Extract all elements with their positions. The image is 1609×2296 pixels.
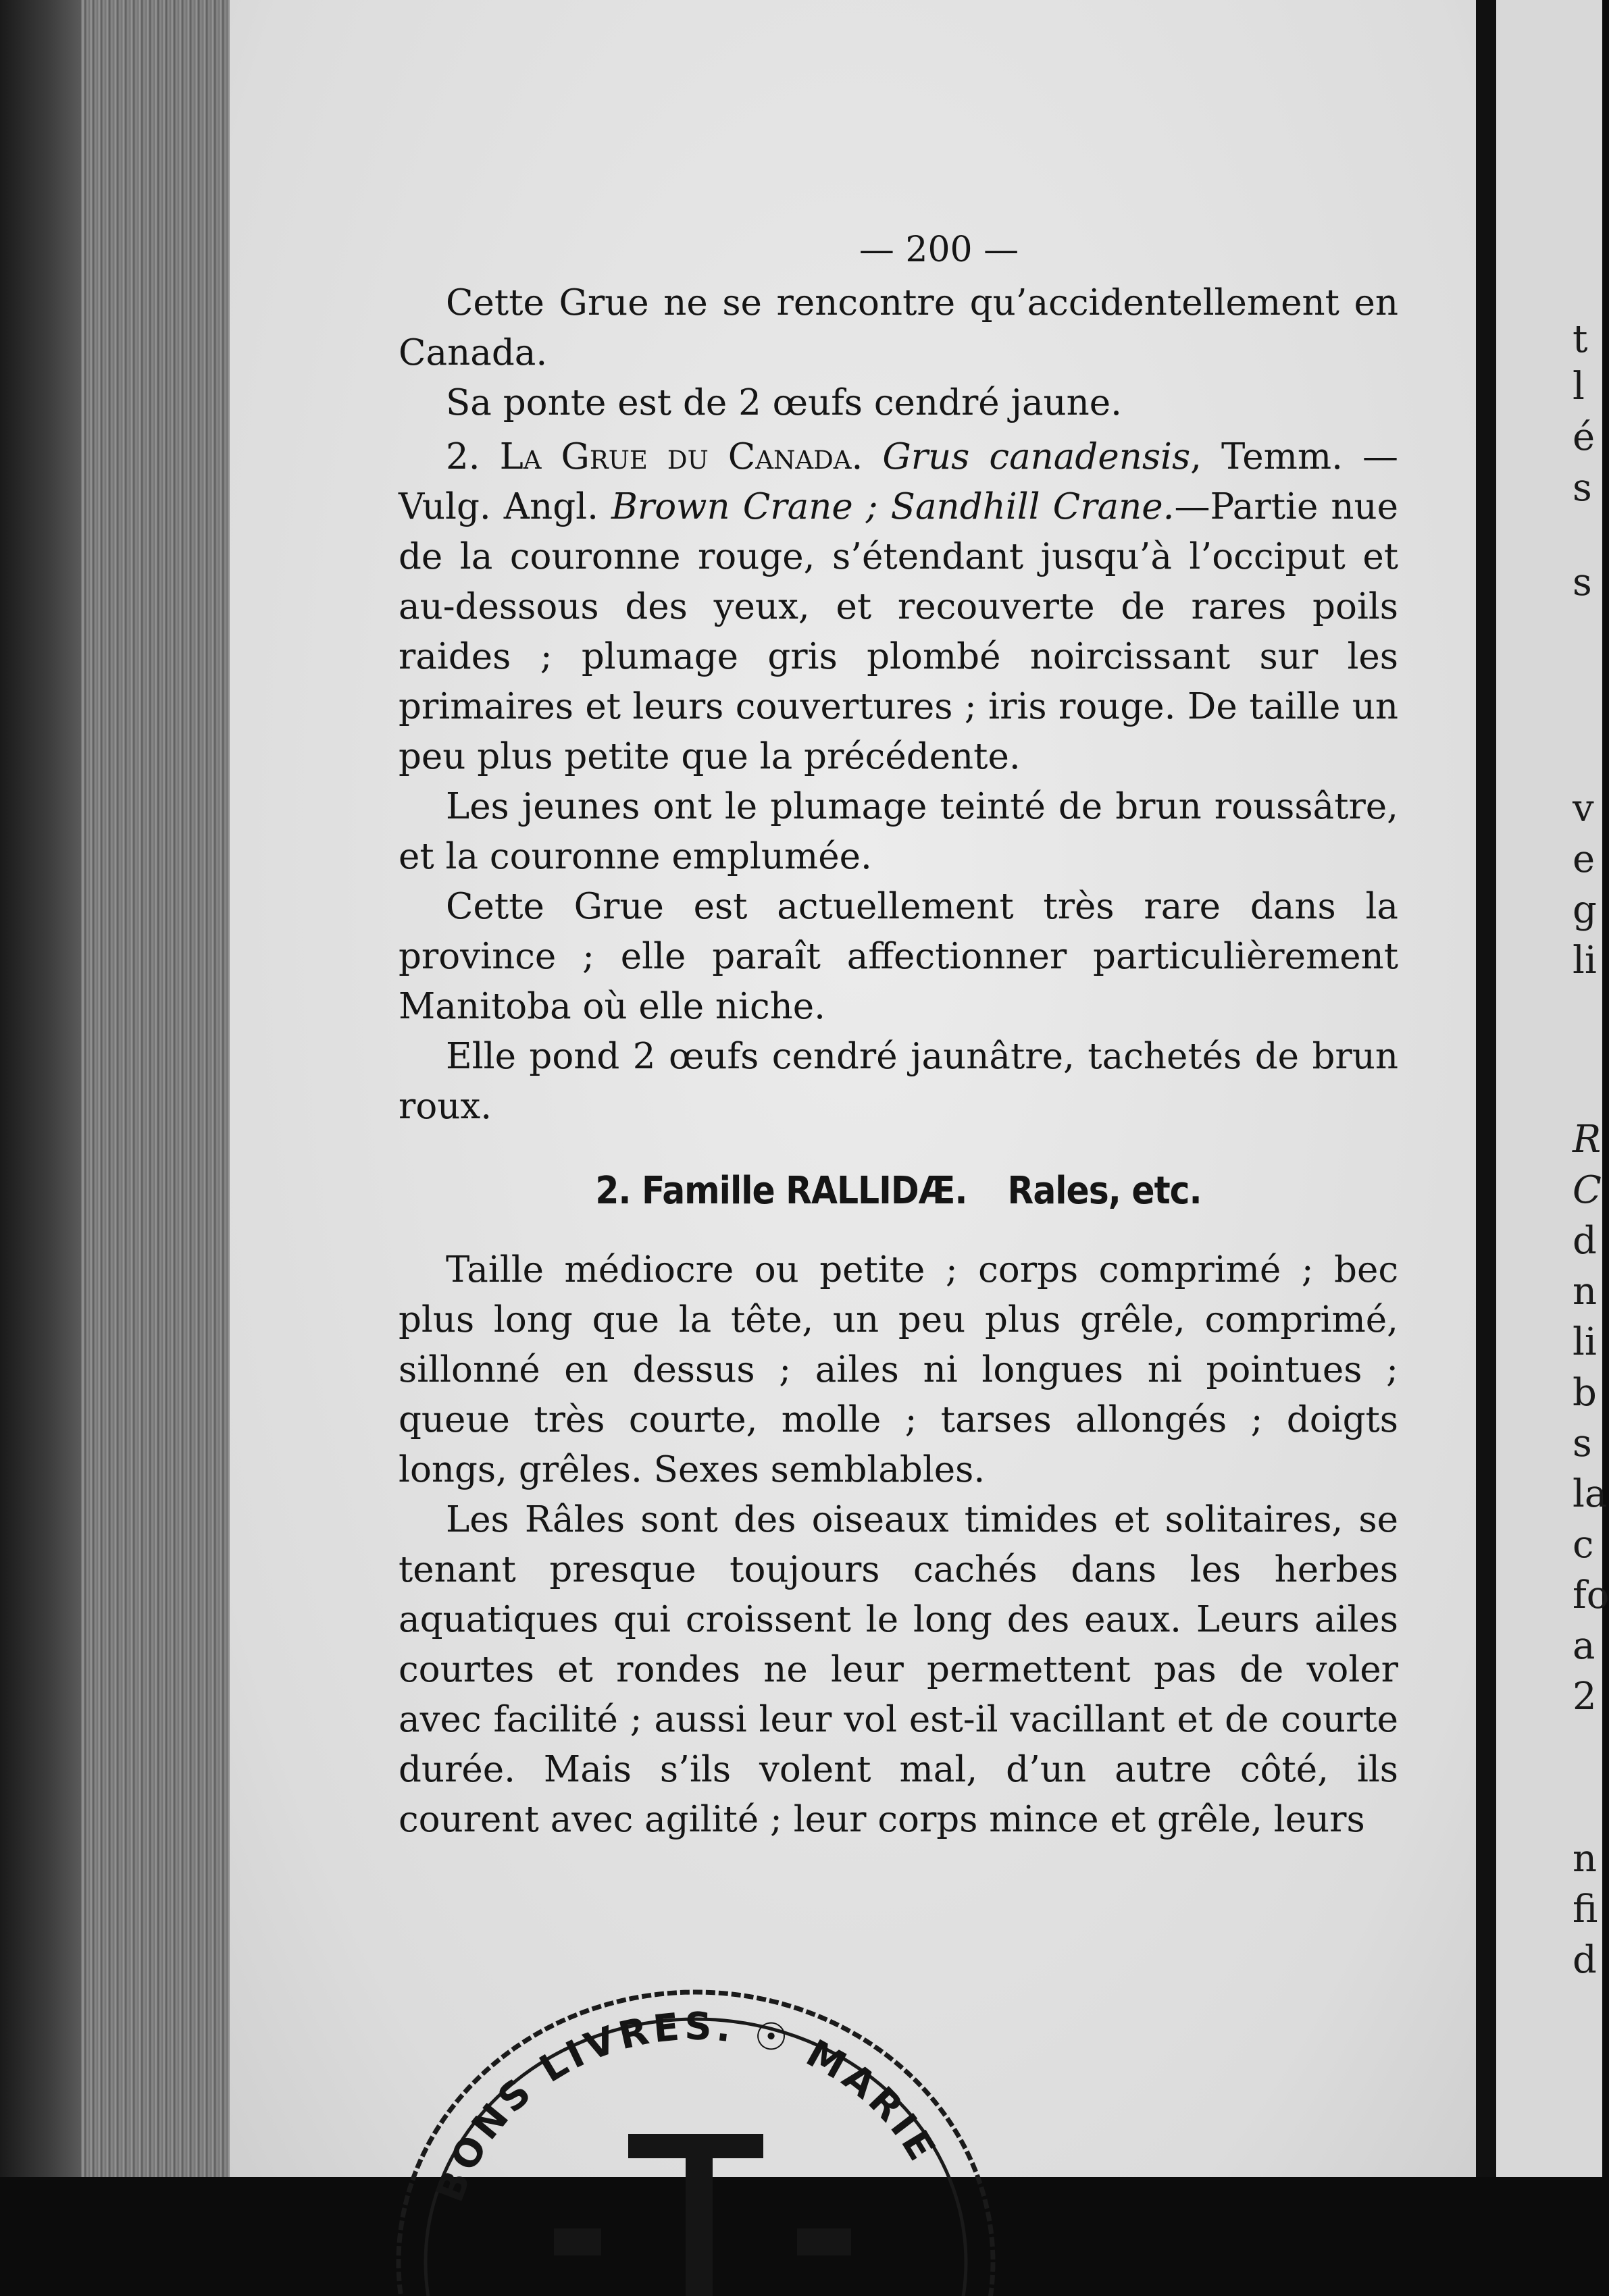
paragraph: Les Râles sont des oiseaux timides et solitaires, se tenant presque toujours cachés dans les herbes aquatiques qui croissent le long des eaux. Leurs ailes courtes et rondes ne leur permettent pas de voler avec facilité ; aussi leur vol est-il vacillant et de courte durée. Mais s’ils volent mal, d’un autre côté, ils courent avec agilité ; leur corps mince et grêle, leurs	[399, 1499, 1398, 1840]
facing-letter: n	[1573, 1837, 1598, 1881]
family-heading-common: Rales, etc.	[1007, 1169, 1202, 1213]
facing-letter: v	[1573, 787, 1594, 831]
paragraph: Taille médiocre ou petite ; corps comprimé ; bec plus long que la tête, un peu plus grêle, comprimé, sillonné en dessus ; ailes ni longues ni pointues ; queue très courte, molle ; tarses allongés ; doigts longs, grêles. Sexes semblables.	[399, 1249, 1398, 1490]
species-description: —Partie nue de la couronne rouge, s’étendant jusqu’à l’occiput et au-dessous des yeux, et recouverte de rares poils raides ; plumage gris plombé noircissant sur les primaires et leurs couvertures ; iris rouge. De taille un peu plus petite que la précédente.	[399, 486, 1399, 777]
facing-letter: s	[1573, 1421, 1592, 1465]
family-heading-label: 2. Famille RALLIDÆ.	[595, 1169, 967, 1213]
species-number: 2.	[446, 436, 480, 477]
page-text	[399, 230, 1398, 1845]
page-edges	[81, 0, 236, 2177]
species-entry	[399, 432, 1398, 782]
species-name: La Grue du Canada.	[499, 436, 863, 477]
facing-letter: d	[1573, 1219, 1597, 1263]
facing-letter: C	[1573, 1168, 1602, 1212]
book-spine-shadow	[0, 0, 81, 2177]
paragraph: Cette Grue ne se rencontre qu’accidentellement en Canada.	[399, 282, 1398, 373]
facing-letter: c	[1573, 1523, 1594, 1567]
facing-letter: é	[1573, 415, 1595, 459]
paragraph: Les jeunes ont le plumage teinté de brun roussâtre, et la couronne emplumée.	[399, 786, 1398, 877]
facing-letter: n	[1573, 1270, 1598, 1313]
facing-letter: R	[1573, 1118, 1602, 1162]
facing-letter: a	[1573, 1624, 1595, 1668]
facing-letter: s	[1573, 560, 1592, 604]
facing-letter: fo	[1573, 1573, 1609, 1617]
facing-letter: s	[1573, 466, 1592, 510]
family-heading	[399, 1164, 1398, 1218]
stamp-text: BONS LIVRES. ☉ MARIE	[428, 2004, 946, 2208]
facing-letter: li	[1573, 939, 1597, 983]
facing-letter: t	[1573, 317, 1588, 361]
facing-letter: fi	[1573, 1887, 1598, 1931]
facing-letter: li	[1573, 1320, 1597, 1364]
facing-letter: e	[1573, 837, 1595, 881]
facing-letter: 2	[1573, 1675, 1597, 1719]
species-vulgar-prefix: —Vulg. Angl.	[399, 436, 1398, 527]
facing-letter: d	[1573, 1938, 1597, 1982]
species-author: , Temm.	[1190, 436, 1343, 477]
paragraph: Elle pond 2 œufs cendré jaunâtre, tachetés de brun roux.	[399, 1036, 1398, 1127]
species-latin-name: Grus canadensis	[882, 436, 1191, 477]
facing-letter: g	[1573, 888, 1597, 932]
facing-letter: l	[1573, 365, 1585, 409]
book-gutter	[1476, 0, 1496, 2177]
paragraph: Sa ponte est de 2 œufs cendré jaune.	[446, 382, 1123, 423]
paragraph: Cette Grue est actuellement très rare dans la province ; elle paraît affectionner particulièrement Manitoba où elle niche.	[399, 886, 1398, 1027]
page-number: — 200 —	[859, 230, 1019, 270]
facing-letter: b	[1573, 1371, 1597, 1415]
species-english-name: Brown Crane ; Sandhill Crane.	[611, 486, 1175, 527]
facing-letter: la	[1573, 1472, 1608, 1516]
library-stamp	[378, 1945, 1013, 2296]
